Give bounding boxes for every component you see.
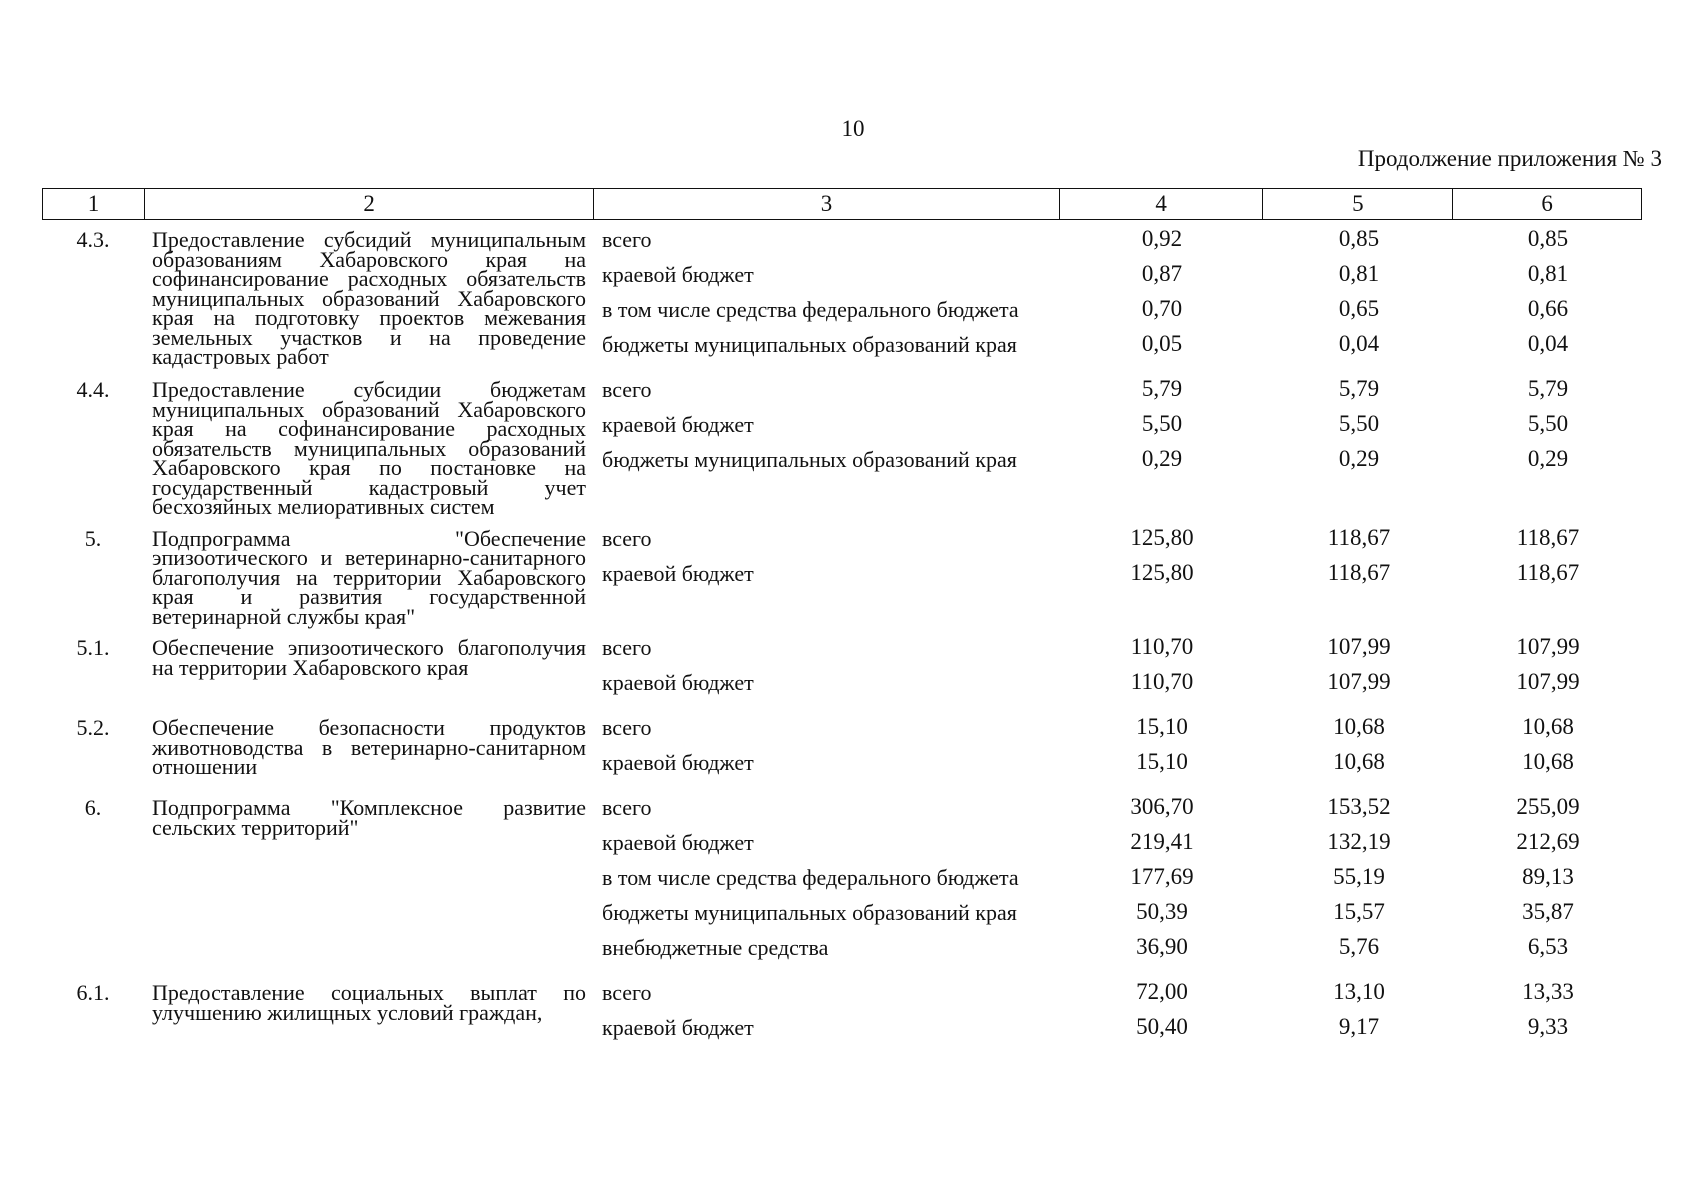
funding-source: краевой бюджет (602, 412, 754, 437)
header-col-2: 2 (145, 189, 594, 219)
funding-line (594, 636, 1642, 658)
value-col-6: 0,66 (1527, 296, 1569, 321)
value-col-6: 0,81 (1527, 261, 1569, 286)
funding-source: краевой бюджет (602, 670, 754, 695)
value-col-5: 55,19 (1333, 864, 1385, 889)
funding-source: всего (602, 980, 652, 1005)
value-col-5: 15,57 (1333, 899, 1385, 924)
value-col-5: 107,99 (1327, 669, 1391, 694)
row-description: Подпрограмма "Обеспечение эпизоотического и ветеринарно-санитарного благополучия на территории Хабаровского края и развития государственной ветеринарной службы края" (152, 525, 586, 629)
table-body (42, 228, 1642, 1061)
value-col-6: 9,33 (1527, 1014, 1569, 1039)
funding-line (594, 413, 1642, 435)
funding-line (594, 796, 1642, 818)
table-row (42, 524, 1642, 629)
funding-source: бюджеты муниципальных образований края (602, 332, 1017, 357)
value-col-5: 132,19 (1327, 829, 1391, 854)
funding-line (594, 333, 1642, 355)
row-number: 5.1. (76, 635, 110, 660)
value-col-6: 212,69 (1516, 829, 1580, 854)
value-col-6: 0,04 (1527, 331, 1569, 356)
row-description: Обеспечение эпизоотического благополучия на территории Хабаровского края (152, 635, 586, 680)
funding-line (594, 716, 1642, 738)
value-col-4: 15,10 (1136, 714, 1188, 739)
funding-source: всего (602, 525, 652, 551)
value-col-5: 107,99 (1327, 634, 1391, 659)
value-col-4: 0,05 (1141, 331, 1183, 356)
value-col-5: 5,79 (1338, 376, 1380, 401)
row-description: Предоставление социальных выплат по улучшению жилищных условий граждан, (152, 980, 586, 1025)
value-col-5: 10,68 (1333, 749, 1385, 774)
value-col-4: 110,70 (1130, 634, 1194, 659)
value-col-6: 5,79 (1527, 376, 1569, 401)
value-col-6: 0,29 (1527, 446, 1569, 471)
funding-source: краевой бюджет (602, 1015, 754, 1040)
value-col-4: 72,00 (1136, 979, 1188, 1004)
row-number: 4.4. (76, 377, 110, 402)
row-number: 6. (84, 795, 102, 820)
table-row (42, 636, 1642, 706)
row-number: 6.1. (76, 980, 110, 1005)
row-number: 5. (84, 525, 102, 551)
value-col-4: 50,40 (1136, 1014, 1188, 1039)
value-col-4: 36,90 (1136, 934, 1188, 959)
funding-source: бюджеты муниципальных образований края (602, 447, 1017, 472)
value-col-4: 0,70 (1141, 296, 1183, 321)
value-col-5: 0,65 (1338, 296, 1380, 321)
value-col-4: 177,69 (1130, 864, 1194, 889)
value-col-6: 118,67 (1516, 559, 1580, 585)
funding-source: внебюджетные средства (602, 935, 829, 960)
value-col-6: 107,99 (1516, 634, 1580, 659)
value-col-4: 110,70 (1130, 669, 1194, 694)
value-col-6: 118,67 (1516, 524, 1580, 550)
funding-source: краевой бюджет (602, 750, 754, 775)
value-col-4: 125,80 (1130, 559, 1194, 585)
table-row (42, 716, 1642, 786)
funding-source: бюджеты муниципальных образований края (602, 900, 1017, 925)
value-col-5: 118,67 (1327, 524, 1391, 550)
value-col-6: 0,85 (1527, 226, 1569, 251)
value-col-4: 219,41 (1130, 829, 1194, 854)
funding-source: всего (602, 377, 652, 402)
value-col-5: 118,67 (1327, 559, 1391, 585)
table-header (42, 188, 1642, 220)
value-col-4: 5,79 (1141, 376, 1183, 401)
funding-line (594, 671, 1642, 693)
funding-source: краевой бюджет (602, 560, 754, 586)
value-col-5: 10,68 (1333, 714, 1385, 739)
table-row (42, 796, 1642, 971)
funding-line (594, 901, 1642, 923)
funding-line (594, 936, 1642, 958)
header-col-3: 3 (594, 189, 1059, 219)
funding-line (594, 559, 1642, 586)
continuation-label: Продолжение приложения № 3 (1357, 146, 1662, 171)
funding-source: краевой бюджет (602, 830, 754, 855)
value-col-4: 0,92 (1141, 226, 1183, 251)
funding-line (594, 831, 1642, 853)
header-col-1: 1 (43, 189, 145, 219)
value-col-6: 89,13 (1522, 864, 1574, 889)
value-col-4: 5,50 (1141, 411, 1183, 436)
value-col-4: 125,80 (1130, 524, 1194, 550)
value-col-6: 5,50 (1527, 411, 1569, 436)
page-number: 10 (841, 116, 865, 141)
funding-source: краевой бюджет (602, 262, 754, 287)
header-col-6: 6 (1541, 191, 1553, 216)
funding-line (594, 448, 1642, 470)
value-col-5: 13,10 (1333, 979, 1385, 1004)
row-description: Предоставление субсидии бюджетам муниципальных образований Хабаровского края на софинансирование расходных обязательств муниципальных образований Хабаровского края по постановке на государственный кадастровый учет бесхозяйных мелиоративных систем (152, 377, 586, 519)
value-col-6: 255,09 (1516, 794, 1580, 819)
value-col-5: 0,29 (1338, 446, 1380, 471)
table-row (42, 228, 1642, 368)
value-col-6: 10,68 (1522, 714, 1574, 739)
funding-line (594, 981, 1642, 1003)
funding-source: всего (602, 795, 652, 820)
funding-line (594, 378, 1642, 400)
row-number: 4.3. (76, 227, 110, 252)
funding-source: всего (602, 227, 652, 252)
funding-line (594, 866, 1642, 888)
funding-line (594, 228, 1642, 250)
row-number: 5.2. (76, 715, 110, 740)
funding-source: всего (602, 635, 652, 660)
funding-line (594, 298, 1642, 320)
value-col-5: 9,17 (1338, 1014, 1380, 1039)
value-col-6: 13,33 (1522, 979, 1574, 1004)
funding-line (594, 751, 1642, 773)
value-col-4: 50,39 (1136, 899, 1188, 924)
value-col-4: 0,87 (1141, 261, 1183, 286)
funding-line (594, 524, 1642, 551)
value-col-5: 0,81 (1338, 261, 1380, 286)
row-description: Обеспечение безопасности продуктов животноводства в ветеринарно-санитарном отношении (152, 715, 586, 779)
funding-line (594, 1016, 1642, 1038)
value-col-5: 5,50 (1338, 411, 1380, 436)
row-description: Подпрограмма "Комплексное развитие сельских территорий" (152, 795, 586, 840)
value-col-6: 6,53 (1527, 934, 1569, 959)
header-col-4: 4 (1060, 189, 1264, 219)
value-col-5: 5,76 (1338, 934, 1380, 959)
row-description: Предоставление субсидий муниципальным образованиям Хабаровского края на софинансирование расходных обязательств муниципальных образований Хабаровского края на подготовку проектов межевания земельных участков и на проведение кадастровых работ (152, 227, 586, 369)
value-col-5: 0,04 (1338, 331, 1380, 356)
value-col-6: 107,99 (1516, 669, 1580, 694)
funding-source: всего (602, 715, 652, 740)
value-col-4: 15,10 (1136, 749, 1188, 774)
value-col-5: 0,85 (1338, 226, 1380, 251)
value-col-4: 0,29 (1141, 446, 1183, 471)
header-col-5: 5 (1263, 189, 1453, 219)
value-col-6: 35,87 (1522, 899, 1574, 924)
funding-line (594, 263, 1642, 285)
funding-source: в том числе средства федерального бюджета (602, 865, 1019, 890)
funding-source: в том числе средства федерального бюджета (602, 297, 1019, 322)
value-col-6: 10,68 (1522, 749, 1574, 774)
value-col-5: 153,52 (1327, 794, 1391, 819)
table-row (42, 378, 1642, 517)
table-row (42, 981, 1642, 1051)
value-col-4: 306,70 (1130, 794, 1194, 819)
